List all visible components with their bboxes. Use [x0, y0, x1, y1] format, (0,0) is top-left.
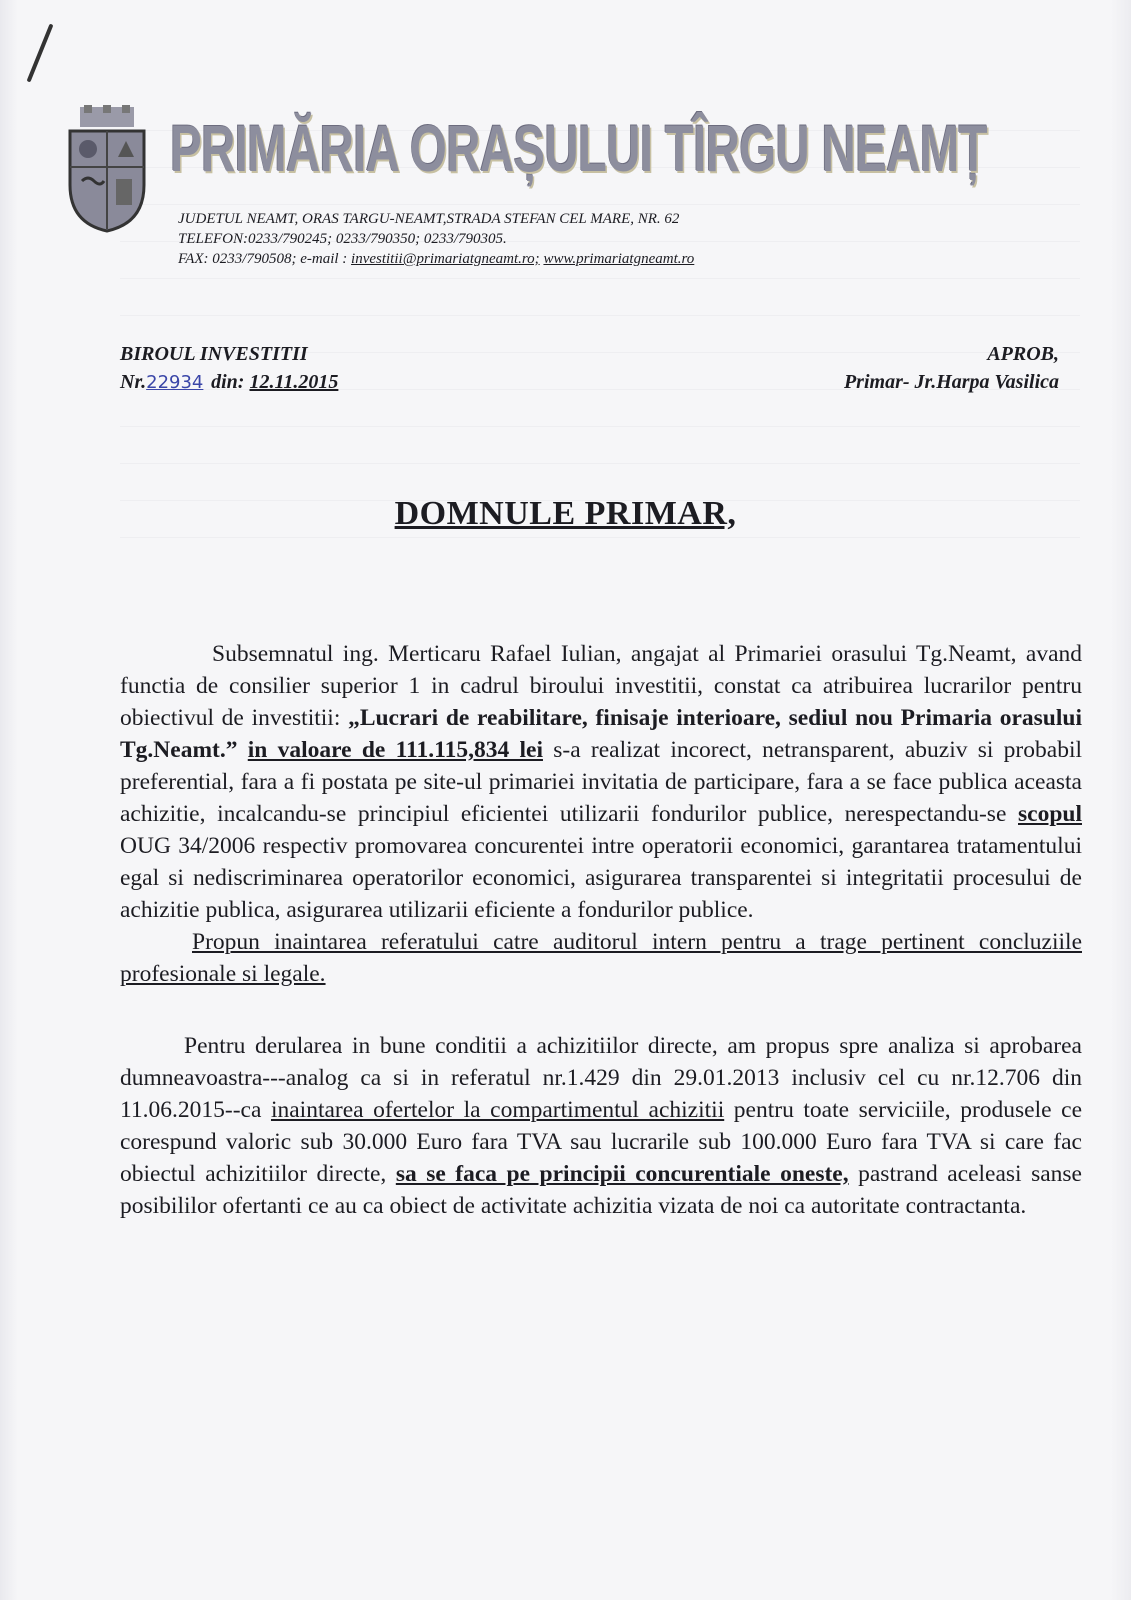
- paragraph-3: [120, 1030, 1082, 1222]
- paragraph-1-end: OUG 34/2006 respectiv promovarea concurentei intre operatorii economici, garantarea tratamentului egal si nediscriminarea operatorilor economici, asigurarea transparentei si integritatii procesului de achizitie publica, asigurarea utilizarii eficiente a fondurilor publice.: [120, 833, 1082, 923]
- contract-amount: in valoare de 111.115,834 lei: [247, 737, 543, 763]
- paragraph-3-middle: pentru toate serviciile, produsele ce corespund valoric sub 30.000 Euro fara TVA sau lucrarile sub 100.000 Euro fara TVA si care fac obiectul achizitiilor directe,: [120, 1097, 1082, 1187]
- department-name: BIROUL INVESTITII: [120, 343, 308, 365]
- paragraph-3-end: pastrand aceleasi sanse posibililor ofertanti ce au ca obiect de activitate achizitia vizata de noi ca autoritate contractanta.: [120, 1161, 1082, 1219]
- paragraph-2: [120, 926, 1082, 990]
- heading-text: DOMNULE PRIMAR,: [394, 495, 737, 532]
- paragraph-1: [120, 638, 1082, 926]
- document-date: 12.11.2015: [249, 371, 339, 393]
- phone-line: TELEFON:0233/790245; 0233/790350; 0233/790305.: [178, 231, 507, 247]
- coat-of-arms-icon: [64, 105, 150, 233]
- proposal-text: Propun inaintarea referatului catre auditorul intern pentru a trage pertinent concluziile profesionale si legale.: [120, 929, 1082, 987]
- offers-submission: inaintarea ofertelor la compartimentul achizitii: [270, 1097, 725, 1123]
- project-title: „Lucrari de reabilitare, finisaje interioare, sediul nou Primaria orasului Tg.Neamt.”: [120, 705, 1083, 763]
- date-label: din:: [211, 371, 245, 393]
- email-link[interactable]: investitii@primariatgneamt.ro;: [351, 251, 540, 267]
- address-line: JUDETUL NEAMT, ORAS TARGU-NEAMT,STRADA STEFAN CEL MARE, NR. 62: [178, 211, 680, 227]
- pen-stroke-mark: [27, 24, 54, 83]
- scope-word: scopul: [1018, 801, 1082, 827]
- letterhead-title: PRIMĂRIA ORAȘULUI TÎRGU NEAMȚ: [170, 111, 987, 185]
- letterhead-address: [178, 209, 694, 269]
- document-body: [120, 638, 1082, 1222]
- mayor-signatory: Primar- Jr.Harpa Vasilica: [843, 371, 1059, 393]
- nr-label: Nr.: [120, 371, 147, 393]
- paragraph-3-intro: Pentru derularea in bune conditii a achizitiilor directe, am propus spre analiza si aprobarea dumneavoastra---analog ca si in referatul nr.1.429 din 29.01.2013 inclusiv cel cu nr.12.706 din 11.06.2015--ca: [120, 1033, 1082, 1123]
- department-block: [120, 340, 338, 397]
- paragraph-1-middle: s-a realizat incorect, netransparent, abuziv si probabil preferential, fara a fi postata pe site-ul primariei invitatia de participare, fara a se face publica aceasta achizitie, incalcandu-se principiul eficientei utilizarii fondurilor publice, nerespectandu-se: [120, 737, 1083, 827]
- website-link[interactable]: www.primariatgneamt.ro: [543, 251, 695, 267]
- approval-block: [844, 340, 1059, 396]
- paragraph-1-intro: Subsemnatul ing. Merticaru Rafael Iulian, angajat al Primariei orasului Tg.Neamt, avand functia de consilier superior 1 in cadrul biroului investitii, constat ca atribuirea lucrarilor pentru obiectivul de investitii:: [120, 641, 1082, 731]
- registration-line: [120, 368, 338, 397]
- fax-label: FAX: 0233/790508; e-mail :: [178, 251, 348, 267]
- approve-label: APROB,: [987, 343, 1059, 365]
- document-heading: [0, 495, 1131, 533]
- fax-email-line: [178, 249, 694, 269]
- fair-competition-principle: sa se faca pe principii concurentiale oneste,: [395, 1161, 849, 1187]
- handwritten-reg-number: 22934: [146, 372, 204, 393]
